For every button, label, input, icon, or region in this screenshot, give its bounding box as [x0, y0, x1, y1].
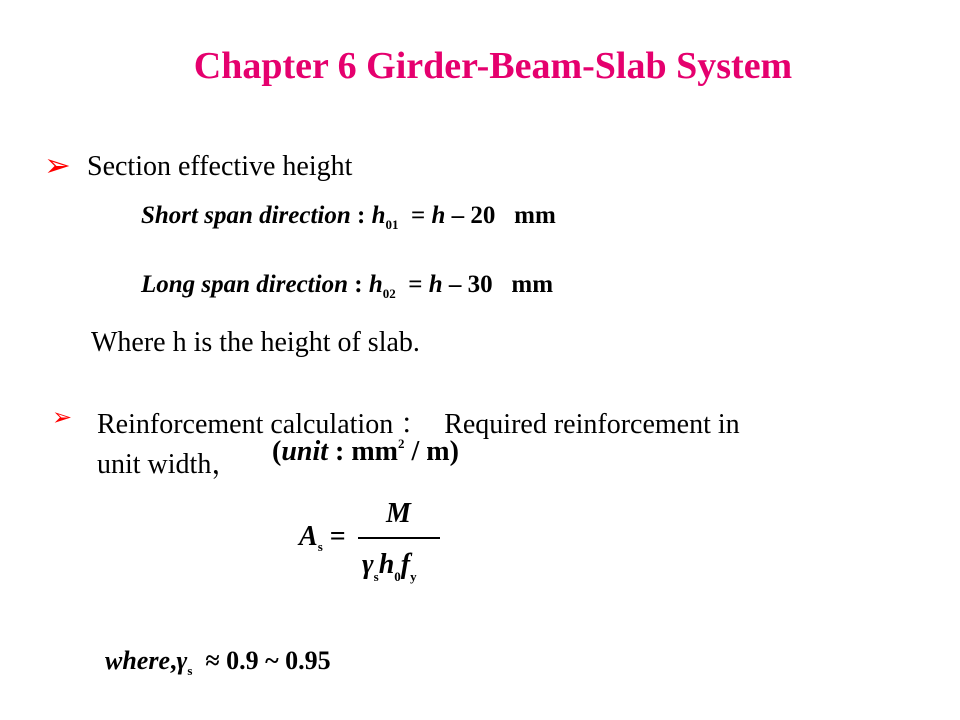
fraction-bar: [358, 537, 440, 539]
long-span-unit: mm: [511, 271, 554, 298]
short-span-label: Short span direction: [141, 202, 351, 229]
short-span-value: 20: [470, 202, 496, 229]
reinforcement-heading: Reinforcement calculation ： Required reinforcement in: [97, 409, 740, 440]
formula-lhs: $A_s$ =: [299, 521, 346, 554]
bullet-arrow-icon: ➢: [52, 405, 73, 431]
short-span-equation: Short span direction : $h_{01} = h - 20$ mm: [141, 202, 556, 232]
formula-numerator: M: [386, 498, 411, 529]
short-span-unit: mm: [514, 202, 556, 229]
bullet-arrow-icon: ➢: [44, 147, 71, 183]
long-span-equation: Long span direction : $h_{02} = h - 30$ mm: [141, 271, 554, 301]
reinforcement-subline: unit width，: [97, 449, 240, 480]
slab-height-note: Where h is the height of slab.: [91, 327, 420, 358]
gamma-range-note: $where,\gamma_s \approx 0.9$ ~ 0.95: [105, 646, 331, 678]
page-title: Chapter 6 Girder-Beam-Slab System: [193, 45, 793, 87]
section-height-heading: Section effective height: [87, 151, 353, 182]
long-span-value: 30: [467, 271, 493, 298]
formula-denominator: $\gamma_sh_0f_y$: [362, 549, 417, 584]
unit-expression: (unit : $mm^2 / m$): [272, 436, 459, 467]
long-span-label: Long span direction: [141, 271, 348, 298]
